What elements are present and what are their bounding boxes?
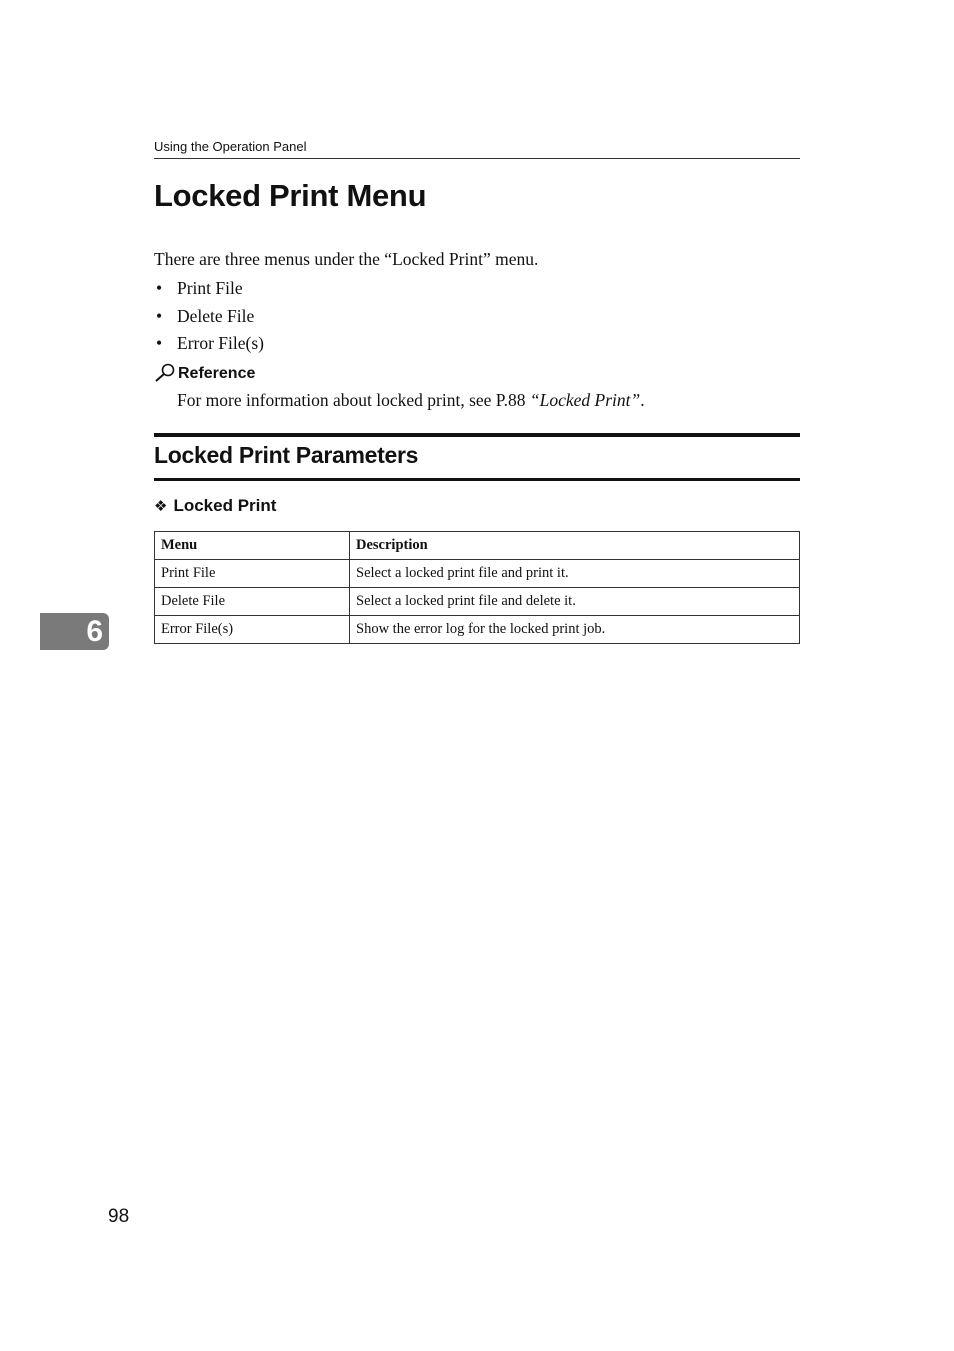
subheading: ❖ Locked Print (154, 496, 277, 515)
section-rule-bottom (154, 478, 800, 481)
section-title: Locked Print Parameters (154, 442, 419, 468)
bullet-icon: • (156, 333, 163, 353)
list-item: • Error File(s) (156, 333, 264, 353)
table-cell-description: Select a locked print file and print it. (350, 560, 800, 588)
reference-label: Reference (178, 365, 256, 382)
table-cell-description: Show the error log for the locked print job. (350, 616, 800, 644)
table-row (155, 588, 800, 616)
magnifier-icon (154, 363, 176, 383)
chapter-tab: 6 (40, 613, 109, 650)
reference-text: For more information about locked print, see P.88 “Locked Print”. (177, 390, 645, 410)
table-cell-menu: Delete File (155, 588, 350, 616)
intro-text: There are three menus under the “Locked Print” menu. (154, 249, 539, 269)
table-cell-description: Select a locked print file and delete it. (350, 588, 800, 616)
table-cell-menu: Print File (155, 560, 350, 588)
column-header-menu: Menu (155, 532, 350, 560)
diamond-bullet-icon: ❖ (154, 498, 168, 515)
list-item: • Print File (156, 278, 243, 298)
section-rule-top (154, 433, 800, 437)
bullet-icon: • (156, 305, 163, 326)
list-item: • Delete File (156, 305, 255, 326)
table-row (155, 560, 800, 588)
table-header-row (155, 532, 800, 560)
reference-link[interactable]: “Locked Print” (529, 390, 641, 410)
page-title: Locked Print Menu (154, 178, 427, 213)
column-header-description: Description (350, 532, 800, 560)
page-number: 98 (108, 1206, 130, 1227)
menu-list (154, 276, 264, 359)
reference-heading (154, 363, 255, 383)
table-cell-menu: Error File(s) (155, 616, 350, 644)
table-row (155, 616, 800, 644)
running-header: Using the Operation Panel (154, 139, 800, 159)
bullet-icon: • (156, 278, 163, 298)
parameters-table (154, 531, 800, 644)
